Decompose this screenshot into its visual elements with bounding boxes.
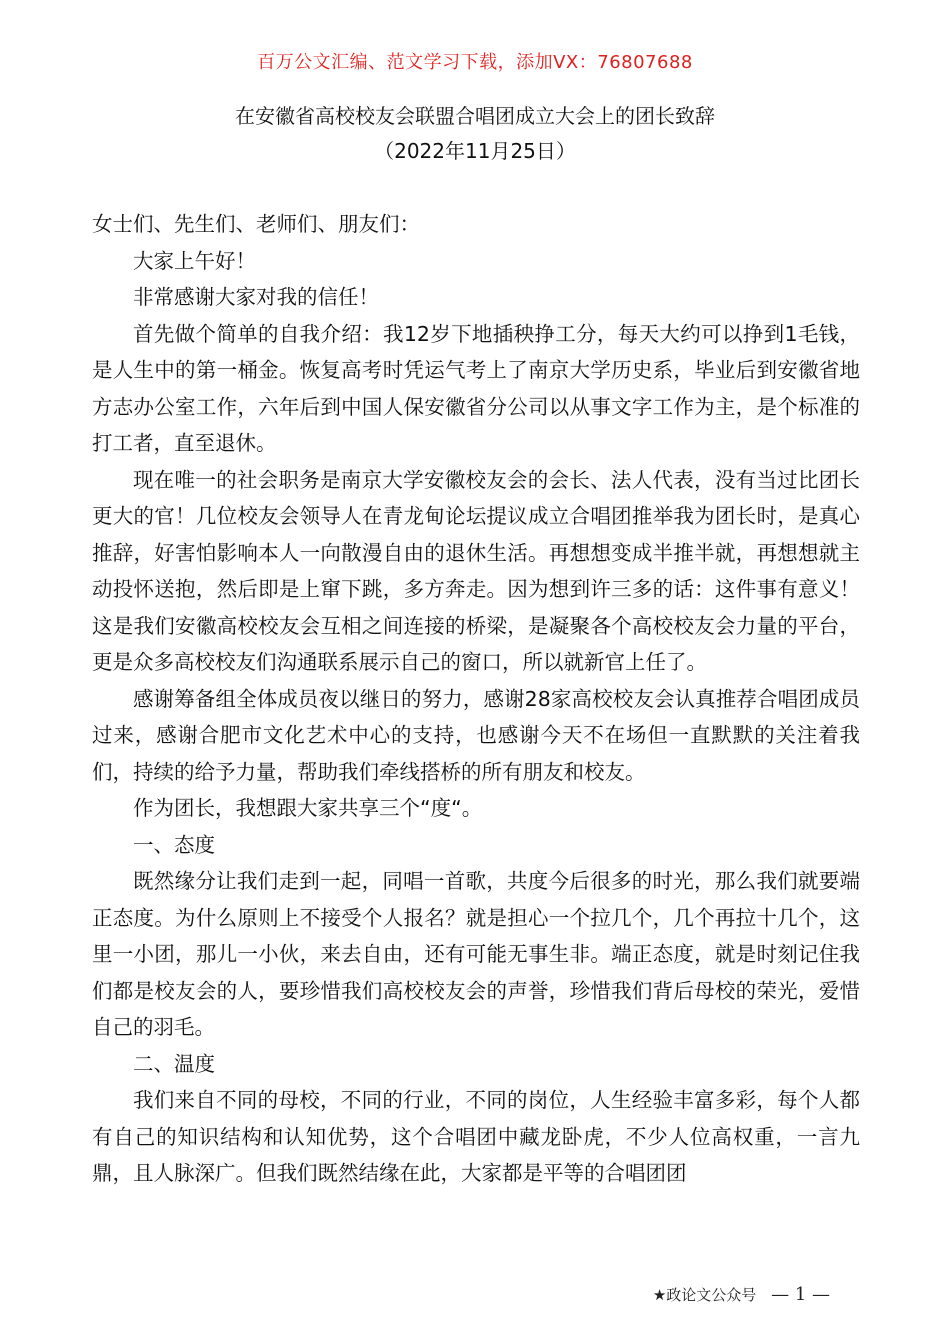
section-text-attitude: 既然缘分让我们走到一起，同唱一首歌，共度今后很多的时光，那么我们就要端正态度。为什么原则上不接受个人报名？就是担心一个拉几个，几个再拉十几个，这里一小团，那儿一小伙，来去自由，还有可能无事生非。端正态度，就是时刻记住我们都是校友会的人，要珍惜我们高校校友会的声誉，珍惜我们背后母校的荣光，爱惜自己的羽毛。: [92, 869, 860, 1039]
share-paragraph: 作为团长，我想跟大家共享三个“度“。: [133, 796, 483, 820]
role-paragraph: 现在唯一的社会职务是南京大学安徽校友会的会长、法人代表，没有当过比团长更大的官！几位校友会领导人在青龙甸论坛提议成立合唱团推举我为团长时，是真心推辞，好害怕影响本人一向散漫自由的退休生活。再想想变成半推半就，再想想就主动投怀送抱，然后即是上窜下跳，多方奔走。因为想到许三多的话：这件事有意义！这是我们安徽高校校友会互相之间连接的桥梁，是凝聚各个高校校友会力量的平台，更是众多高校校友们沟通联系展示自己的窗口，所以就新官上任了。: [92, 467, 860, 674]
document-title: 在安徽省高校校友会联盟合唱团成立大会上的团长致辞: [235, 104, 715, 128]
page-number: — 1 —: [771, 1284, 830, 1305]
greeting-paragraph: 大家上午好！: [133, 248, 256, 273]
section-text-warmth: 我们来自不同的母校，不同的行业，不同的岗位，人生经验丰富多彩，每个人都有自己的知识结构和认知优势，这个合唱团中藏龙卧虎，不少人位高权重，一言九鼎，且人脉深广。但我们既然结缘在此，大家都是平等的合唱团团: [92, 1088, 860, 1185]
header-advertisement: 百万公文汇编、范文学习下载，添加VX：76807688: [257, 52, 693, 73]
footer-source: ★政论文公众号: [652, 1286, 757, 1304]
document-date: （2022年11月25日）: [374, 139, 576, 163]
section-heading-attitude: 一、态度: [133, 832, 215, 857]
thanks-paragraph: 非常感谢大家对我的信任！: [133, 285, 379, 309]
document-body: [92, 206, 860, 1192]
gratitude-paragraph: 感谢筹备组全体成员夜以继日的努力，感谢28家高校校友会认真推荐合唱团成员过来，感谢合肥市文化艺术中心的支持，也感谢今天不在场但一直默默的关注着我们，持续的给予力量，帮助我们牵线搭桥的所有朋友和校友。: [92, 686, 860, 784]
intro-paragraph: 首先做个简单的自我介绍：我12岁下地插秧挣工分，每天大约可以挣到1毛钱，是人生中的第一桶金。恢复高考时凭运气考上了南京大学历史系，毕业后到安徽省地方志办公室工作，六年后到中国人保安徽省分公司以从事文字工作为主，是个标准的打工者，直至退休。: [92, 321, 860, 455]
salutation: 女士们、先生们、老师们、朋友们：: [92, 212, 420, 236]
page-footer: [653, 1284, 830, 1305]
section-heading-warmth: 二、温度: [133, 1051, 215, 1076]
